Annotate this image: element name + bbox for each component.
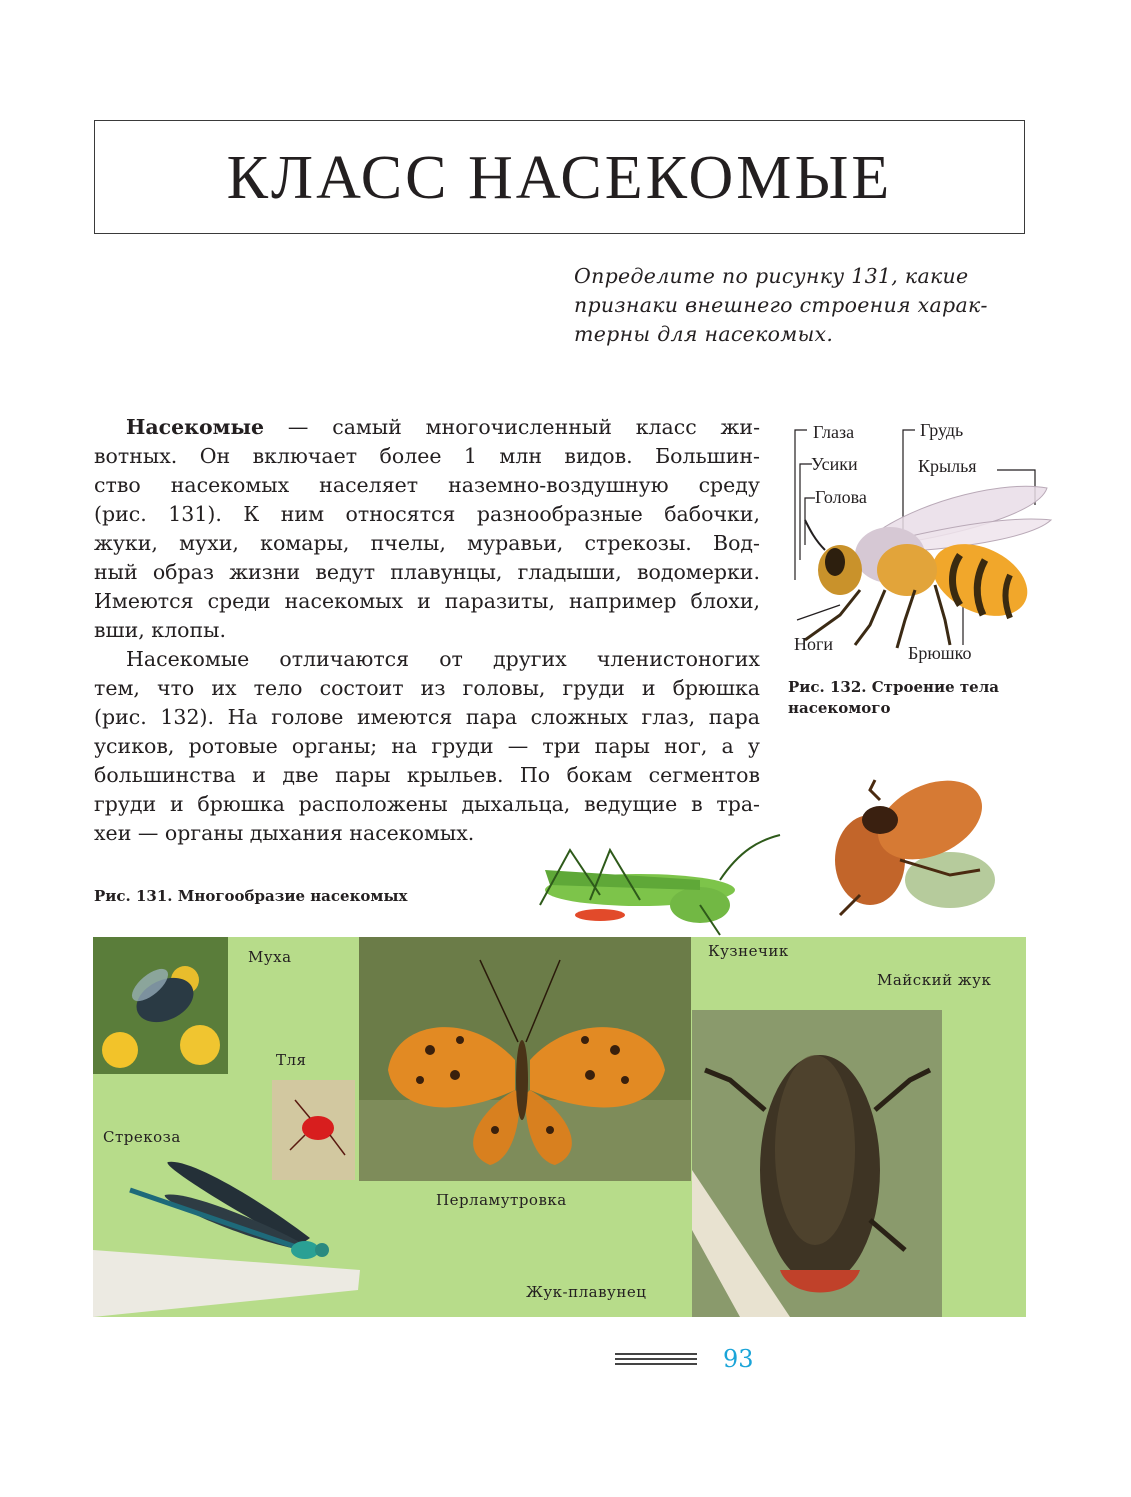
figure-132-caption: Рис. 132. Строение тела насекомого (788, 678, 1000, 717)
paragraph-line: хеи — органы дыхания насекомых. (94, 821, 475, 845)
grasshopper-illustration (540, 835, 780, 935)
paragraph-line: вотных. Он включает более 1 млн видов. Большин- (94, 444, 760, 468)
label-chest: Грудь (920, 420, 964, 440)
figure-131-caption: Рис. 131. Многообразие насекомых (94, 887, 408, 905)
paragraph-line: Насекомые отличаются от других членистоногих (126, 647, 760, 671)
paragraph-line: вши, клопы. (94, 618, 226, 642)
label-cockchafer: Майский жук (877, 971, 992, 989)
question-line: признаки внешнего строения харак- (574, 293, 988, 317)
label-abdomen: Брюшко (908, 643, 972, 663)
cockchafer-illustration (835, 765, 995, 915)
label-aphid: Тля (276, 1051, 307, 1069)
paragraph-line: (рис. 132). На голове имеются пара сложных глаз, пара (94, 705, 760, 729)
label-legs: Ноги (794, 634, 834, 654)
aphid-photo (272, 1080, 355, 1180)
paragraph-line: ный образ жизни ведут плавунцы, гладыши, водомерки. (94, 560, 760, 584)
label-fly: Муха (248, 948, 292, 966)
chapter-title: КЛАСС НАСЕКОМЫЕ (226, 144, 893, 212)
paragraph-line: (рис. 131). К ним относятся разнообразные бабочки, (94, 502, 760, 526)
label-diving-beetle: Жук-плавунец (526, 1283, 647, 1301)
label-grasshopper: Кузнечик (708, 942, 789, 960)
label-antennae: Усики (811, 454, 858, 474)
butterfly-photo (359, 937, 691, 1181)
label-wings: Крылья (918, 456, 977, 476)
diving-beetle-photo (692, 1010, 942, 1317)
label-head: Голова (815, 487, 867, 507)
paragraph-line: жуки, мухи, комары, пчелы, муравьи, стрекозы. Вод- (94, 531, 760, 555)
label-butterfly: Перламутровка (436, 1191, 567, 1209)
paragraph-line: ство насекомых населяет наземно-воздушную среду (94, 473, 760, 497)
paragraph-line: большинства и две пары крыльев. По бокам сегментов (94, 763, 760, 787)
paragraph-line: груди и брюшка расположены дыхальца, ведущие в тра- (94, 792, 760, 816)
footer-rule (615, 1353, 697, 1368)
label-dragonfly: Стрекоза (103, 1128, 181, 1146)
term-insects: Насекомые (126, 415, 265, 439)
page-number: 93 (723, 1345, 754, 1373)
paragraph-line: Имеются среди насекомых и паразиты, например блохи, (94, 589, 760, 613)
question-line: терны для насекомых. (574, 322, 834, 346)
paragraph-line: усиков, ротовые органы; на груди — три пары ног, а у (94, 734, 760, 758)
label-eyes: Глаза (813, 422, 855, 442)
question-line: Определите по рисунку 131, какие (574, 264, 969, 288)
paragraph-line: Насекомые — самый многочисленный класс жи- (126, 415, 760, 439)
fly-photo (93, 937, 228, 1074)
paragraph-line: тем, что их тело состоит из головы, груди и брюшка (94, 676, 760, 700)
